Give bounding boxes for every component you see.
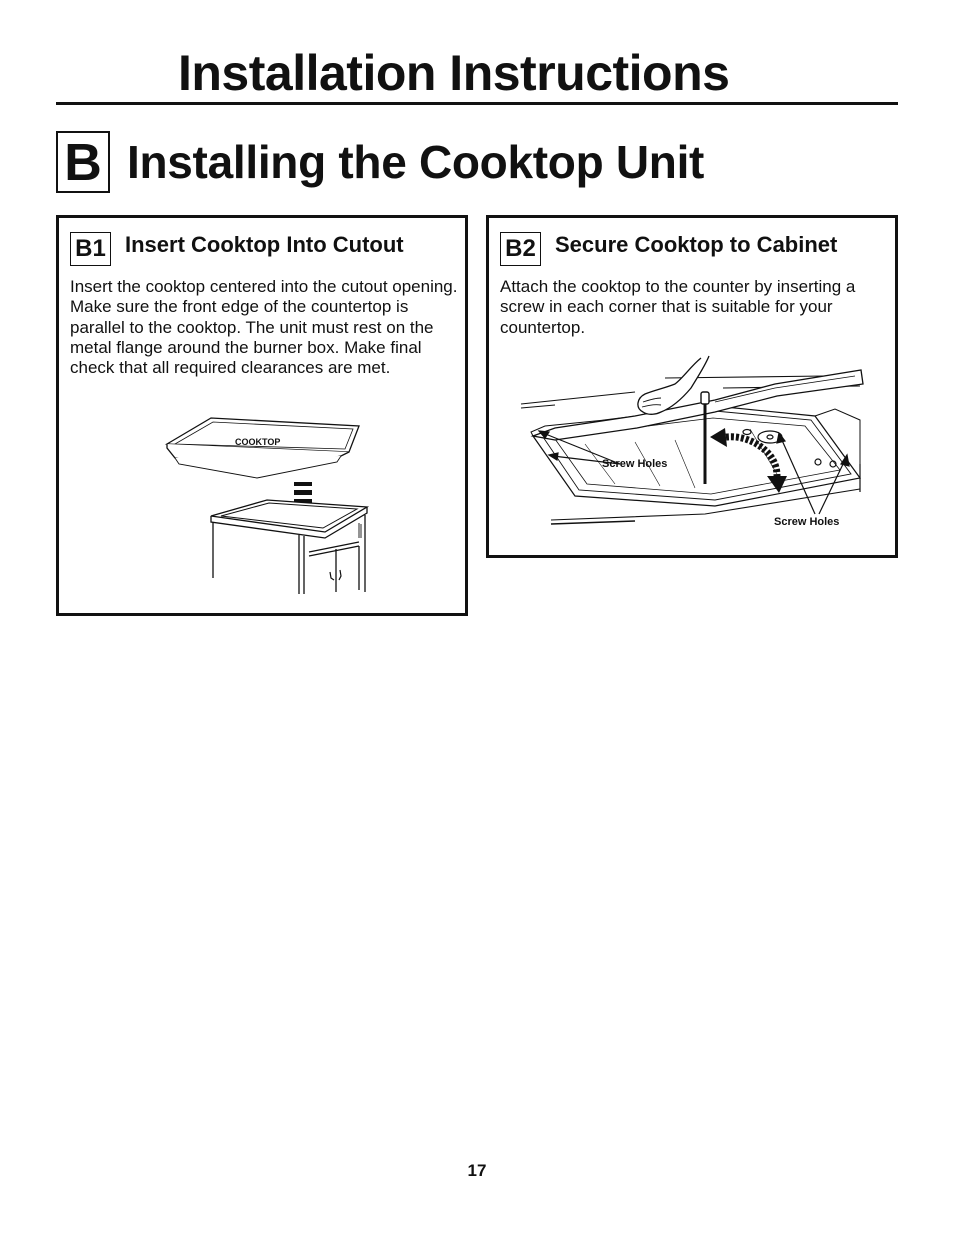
section-title: Installing the Cooktop Unit	[127, 136, 705, 188]
cooktop-label: COOKTOP	[235, 437, 281, 447]
step-b2-badge: B2	[500, 232, 541, 266]
cooktop-screw-illustration	[515, 354, 865, 534]
step-b1-body: Insert the cooktop centered into the cutout opening. Make sure the front edge of the countertop is parallel to the cooktop. The unit must rest on the metal flange around the burner box. Make final check that all required clearances are met.	[70, 277, 458, 378]
step-b1-title: Insert Cooktop Into Cutout	[125, 232, 404, 257]
title-divider	[56, 102, 898, 105]
step-b1-panel	[56, 215, 468, 616]
section-letter-badge: B	[56, 131, 110, 193]
screw-hole-leaders	[539, 431, 849, 514]
page-title: Installation Instructions	[178, 45, 730, 101]
step-b1-badge: B1	[70, 232, 111, 266]
step-b2-body: Attach the cooktop to the counter by inserting a screw in each corner that is suitable for your countertop.	[500, 277, 856, 337]
screw-holes-label-left: Screw Holes	[602, 458, 668, 470]
burner-box-drawing	[531, 406, 860, 506]
cooktop-insertion-illustration	[149, 414, 379, 594]
page-number: 17	[467, 1161, 487, 1180]
cooktop-drawing	[167, 418, 359, 478]
step-b2-title: Secure Cooktop to Cabinet	[555, 232, 838, 257]
cooktop-lid-drawing	[533, 370, 863, 440]
screw-holes-label-right: Screw Holes	[774, 516, 840, 528]
curved-arrow-icon	[710, 428, 787, 493]
step-b2-panel	[486, 215, 898, 558]
cabinet-drawing	[211, 500, 367, 594]
